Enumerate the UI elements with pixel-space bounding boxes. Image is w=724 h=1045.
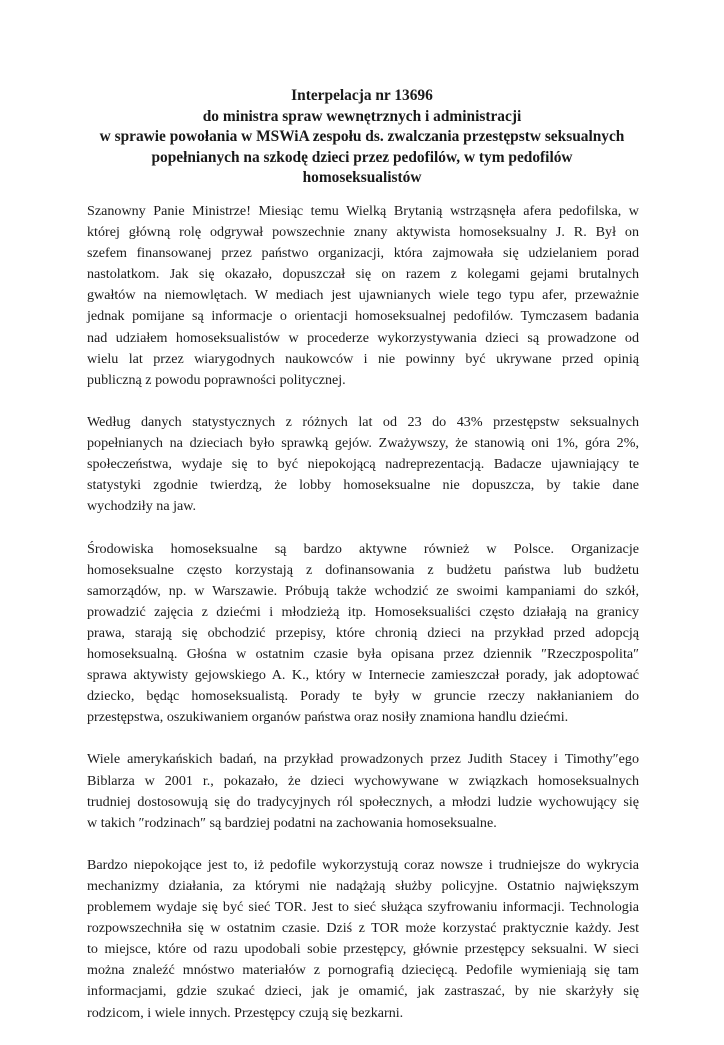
- title-line: popełnianych na szkodę dzieci przez pedofilów, w tym pedofilów: [151, 148, 573, 166]
- text-line: gwałtów na niemowlętach. W mediach jest ujawnianych wiele tego typu afer, przeważnie: [87, 287, 639, 304]
- text-line: Szanowny Panie Ministrze! Miesiąc temu Wielką Brytanią wstrząsnęła afera pedofilska, w: [87, 203, 639, 219]
- text-line: Biblarza w 2001 r., pokazało, że dzieci wychowywane w związkach homoseksualnych: [87, 772, 639, 789]
- text-line: prawa, starają się obchodzić przepisy, które chronią dzieci na przykład przed adopcją: [87, 624, 639, 641]
- title-line: Interpelacja nr 13696: [291, 87, 433, 104]
- text-line: szefem finansowanej przez państwo organizacji, która zajmowała się udzielaniem porad: [87, 245, 639, 262]
- text-line: wychodziły na jaw.: [87, 498, 197, 515]
- text-line: sprawa aktywisty gejowskiego A. K., który w Internecie zamieszczał porady, jak adoptować: [87, 667, 639, 684]
- paragraph: [87, 539, 639, 729]
- text-line: samorządów, np. w Warszawie. Próbują także wchodzić ze swoimi kampaniami do szkół,: [87, 582, 639, 599]
- text-line: homoseksualne często korzystają z dofinansowania z budżetu państwa lub budżetu: [87, 561, 639, 578]
- text-line: publiczną z powodu poprawności politycznej.: [87, 371, 346, 388]
- text-line: Wiele amerykańskich badań, na przykład prowadzonych przez Judith Stacey i Timothy″ego: [87, 751, 639, 768]
- text-line: Bardzo niepokojące jest to, iż pedofile wykorzystują coraz nowsze i trudniejsze do wykrycia: [87, 856, 639, 873]
- text-line: popełnianych na dzieciach było sprawką gejów. Zważywszy, że stanowią oni 1%, góra 2%,: [87, 435, 639, 452]
- text-line: społeczeństwa, wydaje się to być niepokojącą nadreprezentacją. Badacze ujawniający te: [87, 456, 639, 473]
- document-body: [87, 201, 639, 1045]
- paragraph: [87, 749, 639, 833]
- text-line: mechanizmy działania, za którymi nie nadążają służby policyjne. Ostatnio największym: [87, 878, 639, 894]
- paragraph: [87, 412, 639, 517]
- text-line: jednak pomijane są informacje o orientacji homoseksualnej pedofilów. Tymczasem badania: [87, 308, 639, 325]
- paragraph: [87, 855, 639, 1024]
- text-line: statystyki zgodnie twierdzą, że lobby homoseksualne nie dopuszcza, by takie dane: [87, 477, 639, 494]
- title-line: do ministra spraw wewnętrznych i administracji: [202, 107, 522, 125]
- paragraph: [87, 201, 639, 391]
- text-line: Środowiska homoseksualne są bardzo aktywne również w Polsce. Organizacje: [87, 540, 639, 557]
- text-line: dziecko, będąc homoseksualistą. Porady te były w gruncie rzeczy nakłanianiem do: [87, 688, 639, 705]
- text-line: problemem wydaje się być sieć TOR. Jest to sieć służąca szyfrowaniu informacji. Technologia: [87, 899, 639, 916]
- text-line: można znaleźć mnóstwo materiałów z pornografią dziecięcą. Pedofile wymieniają się tam: [87, 962, 639, 979]
- text-line: nastolatkom. Jak się okazało, dopuszczał się on razem z kolegami gejami brutalnych: [87, 266, 639, 283]
- text-line: homoseksualną. Głośna w ostatnim czasie była opisana przez dziennik ″Rzeczpospolita″: [87, 645, 639, 662]
- title-line: homoseksualistów: [302, 169, 422, 186]
- text-line: rozpowszechniła się w ostatnim czasie. Dziś z TOR może korzystać praktycznie każdy. Jest: [87, 920, 639, 937]
- title-line: w sprawie powołania w MSWiA zespołu ds. zwalczania przestępstw seksualnych: [99, 128, 625, 145]
- text-line: przestępstwa, oszukiwaniem organów państwa oraz nosiły znamiona handlu dziećmi.: [87, 709, 569, 726]
- text-line: informacjami, gdzie szukać dzieci, jak je omamić, jak zastraszać, by nie skarżyły się: [87, 983, 639, 1000]
- text-line: wielu lat przez wiarygodnych naukowców i nie powinny być ukrywane przed opinią: [87, 350, 639, 367]
- text-line: to miejsce, które od razu upodobali sobie przestępcy, głównie przestępcy seksualni. W sieci: [87, 941, 639, 958]
- document-title: [60, 86, 664, 189]
- text-line: prowadzić zajęcia z dziećmi i młodzieżą itp. Homoseksualiści często działają na granicy: [87, 603, 639, 620]
- text-line: trudniej dostosowują się do tradycyjnych ról społecznych, a młodzi ludzie wychowujący się: [87, 793, 639, 810]
- text-line: Według danych statystycznych z różnych lat od 23 do 43% przestępstw seksualnych: [87, 413, 639, 430]
- text-line: której główną rolę odgrywał powszechnie znany aktywista homoseksualny J. R. Był on: [87, 224, 639, 241]
- text-line: w takich ″rodzinach″ są bardziej podatni na zachowania homoseksualne.: [87, 814, 497, 831]
- text-line: rodzicom, i wiele innych. Przestępcy czują się bezkarni.: [87, 1004, 404, 1021]
- text-line: nad udziałem homoseksualistów w procederze wykorzystywania dzieci są prowadzone od: [87, 329, 639, 346]
